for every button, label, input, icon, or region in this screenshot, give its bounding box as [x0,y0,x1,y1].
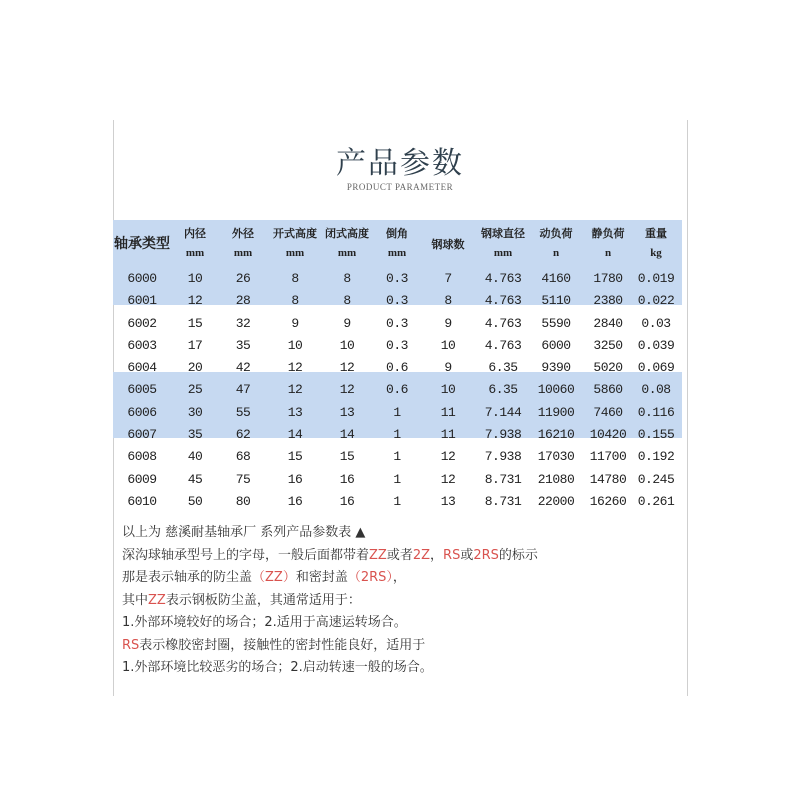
table-cell: 13 [287,404,303,420]
table-row [113,379,682,401]
table-cell: 13 [339,404,355,420]
table-cell: 14 [287,427,303,443]
table-cell: 0.192 [637,449,675,465]
table-cell: 1 [393,404,401,420]
note-text: 或 [460,547,474,563]
table-cell: 32 [235,315,251,331]
table-cell: 0.3 [386,293,408,309]
table-row [113,268,682,290]
table-cell: 8.731 [484,493,522,509]
table-row [113,357,682,379]
table-cell: 5860 [593,382,623,398]
table-cell: 0.3 [386,337,408,353]
table-cell: 12 [440,449,456,465]
note-highlight: RS [443,547,461,563]
table-cell: 12 [187,293,203,309]
table-cell: 12 [440,471,456,487]
table-cell: 15 [187,315,203,331]
table-cell: 16 [287,493,303,509]
table-cell: 1 [393,427,401,443]
header-unit: mm [185,247,205,259]
table-cell: 62 [235,427,251,443]
table-cell: 14 [339,427,355,443]
table-cell: 11700 [589,449,627,465]
table-cell: 10420 [589,427,627,443]
table-cell: 10 [440,382,456,398]
table-cell: 12 [339,382,355,398]
table-row [113,491,682,513]
header-label: 重量 [645,227,667,240]
table-cell: 5020 [593,360,623,376]
table-cell: 6008 [127,449,157,465]
table-row [113,446,682,468]
header-label: 闭式高度 [325,227,369,240]
table-cell: 7.938 [484,427,522,443]
table-cell: 2380 [593,293,623,309]
header-label: 外径 [232,227,254,240]
table-cell: 16210 [537,427,575,443]
table-cell: 68 [235,449,251,465]
note-highlight: 2Z [412,547,431,563]
table-cell: 42 [235,360,251,376]
table-cell: 0.116 [637,404,675,420]
header-unit: n [604,247,612,259]
note-highlight: RS [122,637,140,653]
table-cell: 13 [440,493,456,509]
header-label: 内径 [184,227,206,240]
table-cell: 0.3 [386,315,408,331]
table-cell: 12 [339,360,355,376]
table-cell: 12 [287,360,303,376]
table-row [113,402,682,424]
note-text: 1.外部环境较好的场合；2.适用于高速运转场合。 [122,615,407,630]
table-cell: 47 [235,382,251,398]
table-cell: 8.731 [484,471,522,487]
table-row [113,313,682,335]
table-cell: 2840 [593,315,623,331]
header-unit: n [552,247,560,259]
table-cell: 6000 [127,271,157,286]
table-cell: 9 [291,315,299,331]
table-cell: 35 [187,427,203,443]
note-line [122,612,538,635]
table-cell: 11900 [537,404,575,420]
table-cell: 10 [339,337,355,353]
table-cell: 0.08 [641,382,671,398]
table-cell: 0.03 [641,315,671,331]
table-cell: 25 [187,382,203,398]
note-line [122,567,538,590]
table-cell: 6000 [541,337,571,353]
header-unit: mm [493,247,513,259]
note-text: 那是表示轴承的防尘盖 [122,570,253,585]
header-label: 静负荷 [591,227,625,240]
table-cell: 4.763 [484,293,522,309]
table-cell: 14780 [589,471,627,487]
note-text: 表示橡胶密封圈，接触性的密封性能良好，适用于 [139,637,426,653]
table-body [113,268,682,513]
table-cell: 15 [287,449,303,465]
table-cell: 28 [235,293,251,309]
table-cell: 6005 [127,382,157,398]
table-cell: 16 [339,493,355,509]
table-cell: 4160 [541,271,571,286]
table-cell: 16260 [589,493,627,509]
table-cell: 9 [444,360,452,376]
table-cell: 7 [444,271,452,286]
header-label: 钢球数 [431,238,465,251]
note-highlight: ZZ [148,592,166,608]
header-label: 动负荷 [539,227,573,240]
header-unit: mm [285,247,305,259]
table-cell: 1 [393,471,401,487]
table-row [113,424,682,446]
table-row [113,469,682,491]
table-cell: 1 [393,449,401,465]
table-cell: 6003 [127,337,157,353]
note-text: 其中 [122,592,149,608]
table-cell: 0.155 [637,427,675,443]
page-subtitle: PRODUCT PARAMETER [346,182,454,192]
table-cell: 17 [187,337,203,353]
note-line [122,590,538,613]
notes-section [122,522,538,680]
note-text: 表示钢板防尘盖，其通常适用于： [165,592,361,608]
note-line [122,635,538,658]
header-unit: kg [650,247,662,259]
note-text: 深沟球轴承型号上的字母，一般后面都带着 [122,547,370,563]
table-cell: 10060 [537,382,575,398]
table-cell: 0.069 [637,360,675,376]
table-cell: 0.019 [637,271,675,286]
table-cell: 22000 [537,493,575,509]
table-cell: 16 [339,471,355,487]
table-cell: 20 [187,360,203,376]
table-cell: 0.6 [386,382,408,398]
table-cell: 10 [440,337,456,353]
table-cell: 9 [343,315,351,331]
note-highlight: （ZZ） [252,570,296,585]
parameter-table [113,220,682,513]
table-cell: 6001 [127,293,157,309]
table-cell: 50 [187,493,203,509]
table-cell: 8 [291,293,299,309]
table-cell: 6004 [127,360,157,376]
table-cell: 6006 [127,404,157,420]
note-line [122,522,538,545]
table-cell: 0.022 [637,293,675,309]
table-cell: 80 [235,493,251,509]
note-text: 1.外部环境比较恶劣的场合；2.启动转速一般的场合。 [122,660,433,675]
table-cell: 7460 [593,404,623,420]
header-label: 开式高度 [273,227,317,240]
table-cell: 3250 [593,337,623,353]
header-unit: mm [337,247,357,259]
table-cell: 8 [444,293,452,309]
table-cell: 6007 [127,427,157,443]
page-title: 产品参数 [336,146,464,181]
note-highlight: （2RS） [347,570,393,585]
frame-right-border [687,120,688,696]
table-cell: 6009 [127,471,157,487]
note-text: ， [430,547,444,563]
header-unit: mm [387,247,407,259]
table-cell: 0.261 [637,493,675,509]
note-text: 以上为 慈溪耐基轴承厂 系列产品参数表 ▲ [122,525,366,540]
table-cell: 9 [444,315,452,331]
table-cell: 4.763 [484,271,522,286]
table-cell: 11 [440,427,456,443]
table-cell: 5110 [541,293,571,309]
note-text: 或者 [386,547,413,563]
table-cell: 11 [440,404,456,420]
header-unit: mm [233,247,253,259]
table-cell: 1 [393,493,401,509]
table-cell: 7.144 [484,404,522,420]
table-cell: 4.763 [484,315,522,331]
table-cell: 6.35 [488,360,518,376]
table-cell: 10 [287,337,303,353]
table-cell: 8 [343,271,351,286]
table-cell: 8 [291,271,299,286]
table-cell: 15 [339,449,355,465]
table-cell: 8 [343,293,351,309]
table-cell: 0.245 [637,471,675,487]
table-cell: 0.3 [386,271,408,286]
table-row [113,290,682,312]
table-cell: 7.938 [484,449,522,465]
table-cell: 0.6 [386,360,408,376]
table-cell: 0.039 [637,337,675,353]
table-cell: 5590 [541,315,571,331]
note-text: ， [392,570,406,585]
table-cell: 6002 [127,315,157,331]
header-label: 钢球直径 [481,227,525,240]
table-cell: 45 [187,471,203,487]
note-highlight: 2RS [473,547,499,563]
header-label: 倒角 [386,227,408,240]
table-cell: 35 [235,337,251,353]
note-text: 和密封盖 [295,570,348,585]
header-label: 轴承类型 [114,236,170,252]
table-header-row [113,220,682,268]
table-cell: 6.35 [488,382,518,398]
table-cell: 4.763 [484,337,522,353]
table-cell: 9390 [541,360,571,376]
table-cell: 55 [235,404,251,420]
note-line [122,545,538,568]
table-cell: 40 [187,449,203,465]
note-line [122,657,538,680]
table-cell: 26 [235,271,251,286]
table-cell: 30 [187,404,203,420]
table-row [113,335,682,357]
table-cell: 10 [187,271,203,286]
table-cell: 21080 [537,471,575,487]
table-cell: 75 [235,471,251,487]
table-cell: 6010 [127,493,157,509]
table-cell: 17030 [537,449,575,465]
note-text: 的标示 [498,547,538,563]
table-cell: 12 [287,382,303,398]
table-cell: 16 [287,471,303,487]
table-cell: 1780 [593,271,623,286]
note-highlight: ZZ [369,547,387,563]
